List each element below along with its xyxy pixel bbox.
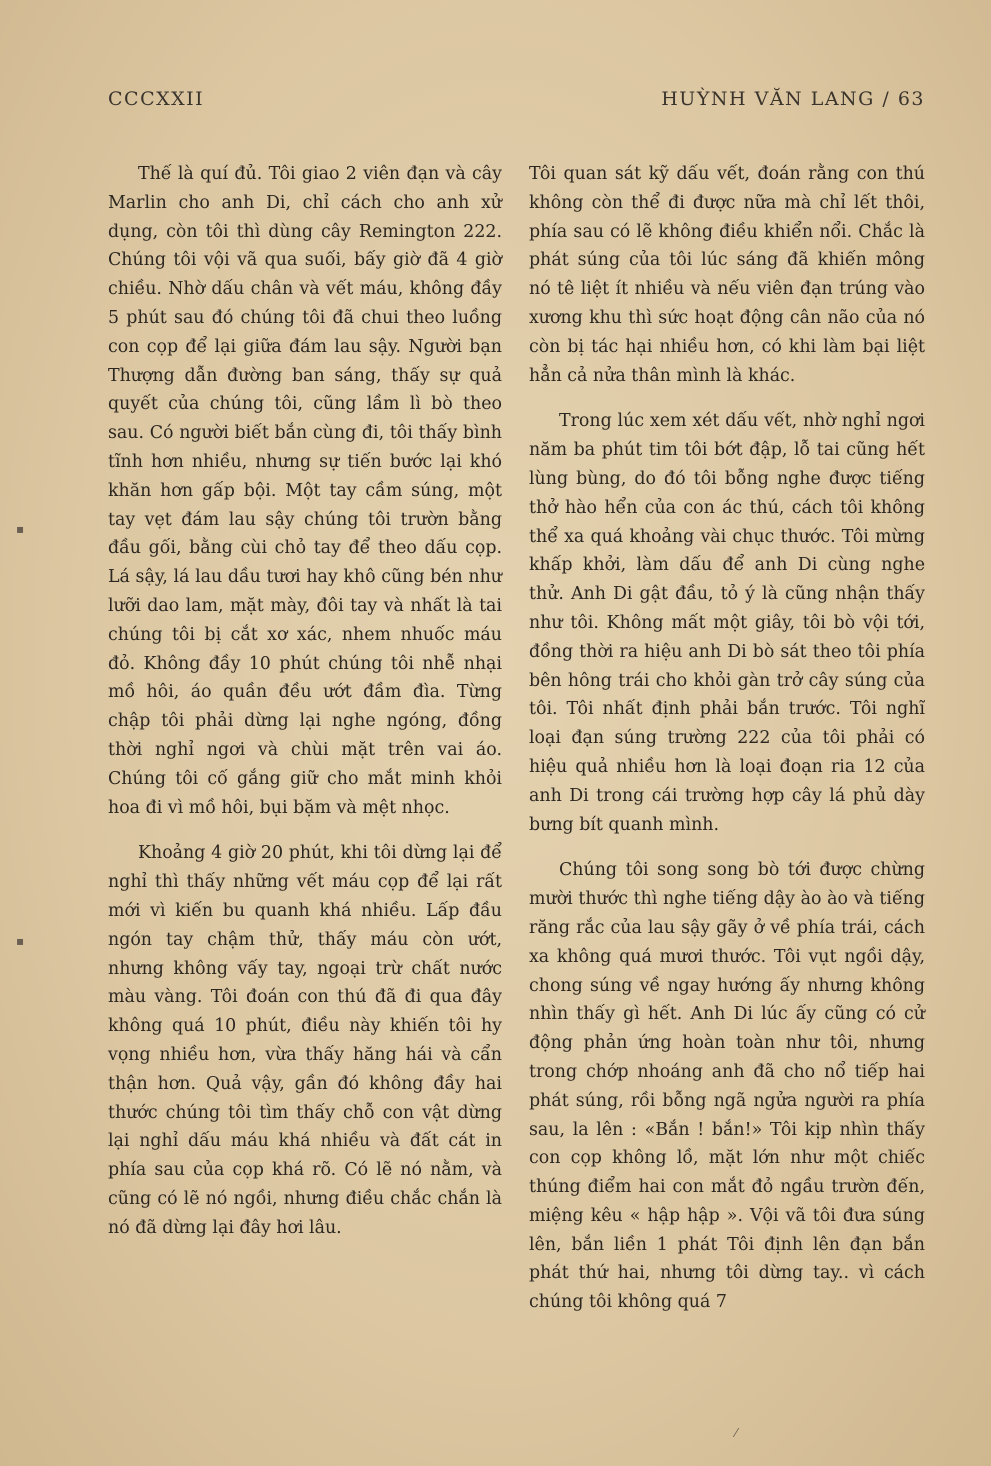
- paragraph: Thế là quí đủ. Tôi giao 2 viên đạn và cây Marlin cho anh Di, chỉ cách cho anh xử dụng, còn tôi thì dùng cây Remington 222. Chúng tôi vội vã qua suối, bấy giờ đã 4 giờ chiều. Nhờ dấu chân và vết máu, không đầy 5 phút sau đó chúng tôi đã chui theo luồng con cọp để lại giữa đám lau sậy. Người bạn Thượng dẫn đường ban sáng, thấy sự quả quyết của chúng tôi, cũng lầm lì bò theo sau. Có người biết bắn cùng đi, tôi thấy bình tĩnh hơn nhiều, nhưng sự tiến bước lại khó khăn hơn gấp bội. Một tay cầm súng, một tay vẹt đám lau sậy chúng tôi trườn bằng đầu gối, bằng cùi chỏ tay để theo dấu cọp. Lá sậy, lá lau dầu tươi hay khô cũng bén như lưỡi dao lam, mặt mày, đôi tay và nhất là tai chúng tôi bị cắt xơ xác, nhem nhuốc máu đỏ. Không đầy 10 phút chúng tôi nhễ nhại mồ hôi, áo quần đều ướt đầm đìa. Từng chập tôi phải dừng lại nghe ngóng, đồng thời nghỉ ngơi và chùi mặt trên vai áo. Chúng tôi cố gắng giữ cho mắt minh khỏi hoa đi vì mồ hôi, bụi bặm và mệt nhọc.: [108, 164, 502, 818]
- paragraph: Khoảng 4 giờ 20 phút, khi tôi dừng lại để nghỉ thì thấy những vết máu cọp để lại rất mới vì kiến bu quanh khá nhiều. Lấp đầu ngón tay chậm thử, thấy máu còn ướt, nhưng không vấy tay, ngoại trừ chất nước màu vàng. Tôi đoán con thú đã đi qua đây không quá 10 phút, điều này khiến tôi hy vọng nhiều hơn, vừa thấy hăng hái và cẩn thận hơn. Quả vậy, gần đó không đầy hai thước chúng tôi tìm thấy chỗ con vật dừng lại nghỉ dấu máu khá nhiều và đất cát in phía sau của cọp khá rõ. Có lẽ nó nằm, và cũng có lẽ nó ngồi, nhưng điều chắc chắn là nó đã dừng lại đây hơi lâu.: [108, 843, 502, 1238]
- paragraph: Trong lúc xem xét dấu vết, nhờ nghỉ ngơi năm ba phút tim tôi bớt đập, lỗ tai cũng hết lùng bùng, do đó tôi bỗng nghe được tiếng thở hào hển của con ác thú, cách tôi không thể xa quá khoảng vài chục thước. Tôi mừng khấp khởi, làm dấu để anh Di cùng nghe thử. Anh Di gật đầu, tỏ ý là cũng nhận thấy như tôi. Không mất một giây, tôi bò vội tới, đồng thời ra hiệu anh Di bò sát theo tôi phía bên hông trái cho khỏi gàn trở cây súng của tôi. Tôi nhất định phải bắn trước. Tôi nghĩ loại đạn súng trường 222 của tôi phải có hiệu quả nhiều hơn là loại đoạn ria 12 của anh Di trong cái trường hợp cây lá phủ dày bưng bít quanh mình.: [529, 411, 925, 835]
- paragraph: Tôi quan sát kỹ dấu vết, đoán rằng con thú không còn thể đi được nữa mà chỉ lết thôi, phía sau có lẽ không điều khiển nổi. Chắc là phát súng của tôi lúc sáng đã khiến mông nó tê liệt ít nhiều và nếu viên đạn trúng vào xương khu thì sức hoạt động cân não của nó còn bị tác hại nhiều hơn, có khi làm bại liệt hẳn cả nửa thân mình là khác.: [529, 164, 925, 386]
- chapter-number: CCCXXII: [108, 88, 205, 110]
- paragraph: Chúng tôi song song bò tới được chừng mười thước thì nghe tiếng dậy ào ào và tiếng răng rắc của lau sậy gãy ở về phía trái, cách xa không quá mươi thước. Tôi vụt ngồi dậy, chong súng về ngay hướng ấy nhưng không nhìn thấy gì hết. Anh Di lúc ấy cũng có cử động phản ứng hoàn toàn như tôi, nhưng trong chớp nhoáng anh đã cho nổ tiếp hai phát súng, rồi bỗng ngã ngửa người ra phía sau, la lên : «Bắn ! bắn!» Tôi kịp nhìn thấy con cọp không lồ, mặt lớn như một chiếc thúng điểm hai con mắt đỏ ngầu trườn đến, miệng kêu « hập hập ». Vội vã tôi đưa súng lên, bắn liền 1 phát Tôi định lên đạn bắn phát thứ hai, nhưng tôi dừng tay.. vì cách chúng tôi không quá 7: [529, 860, 925, 1313]
- left-column: [108, 160, 502, 1259]
- margin-speck: ▪: [16, 934, 25, 948]
- author-and-page-number: HUỲNH VĂN LANG / 63: [661, 88, 925, 110]
- right-column: [529, 160, 925, 1334]
- pencil-tick-mark: ⁄: [735, 1426, 738, 1440]
- page-header: [108, 88, 925, 118]
- margin-speck: ▪: [16, 522, 25, 536]
